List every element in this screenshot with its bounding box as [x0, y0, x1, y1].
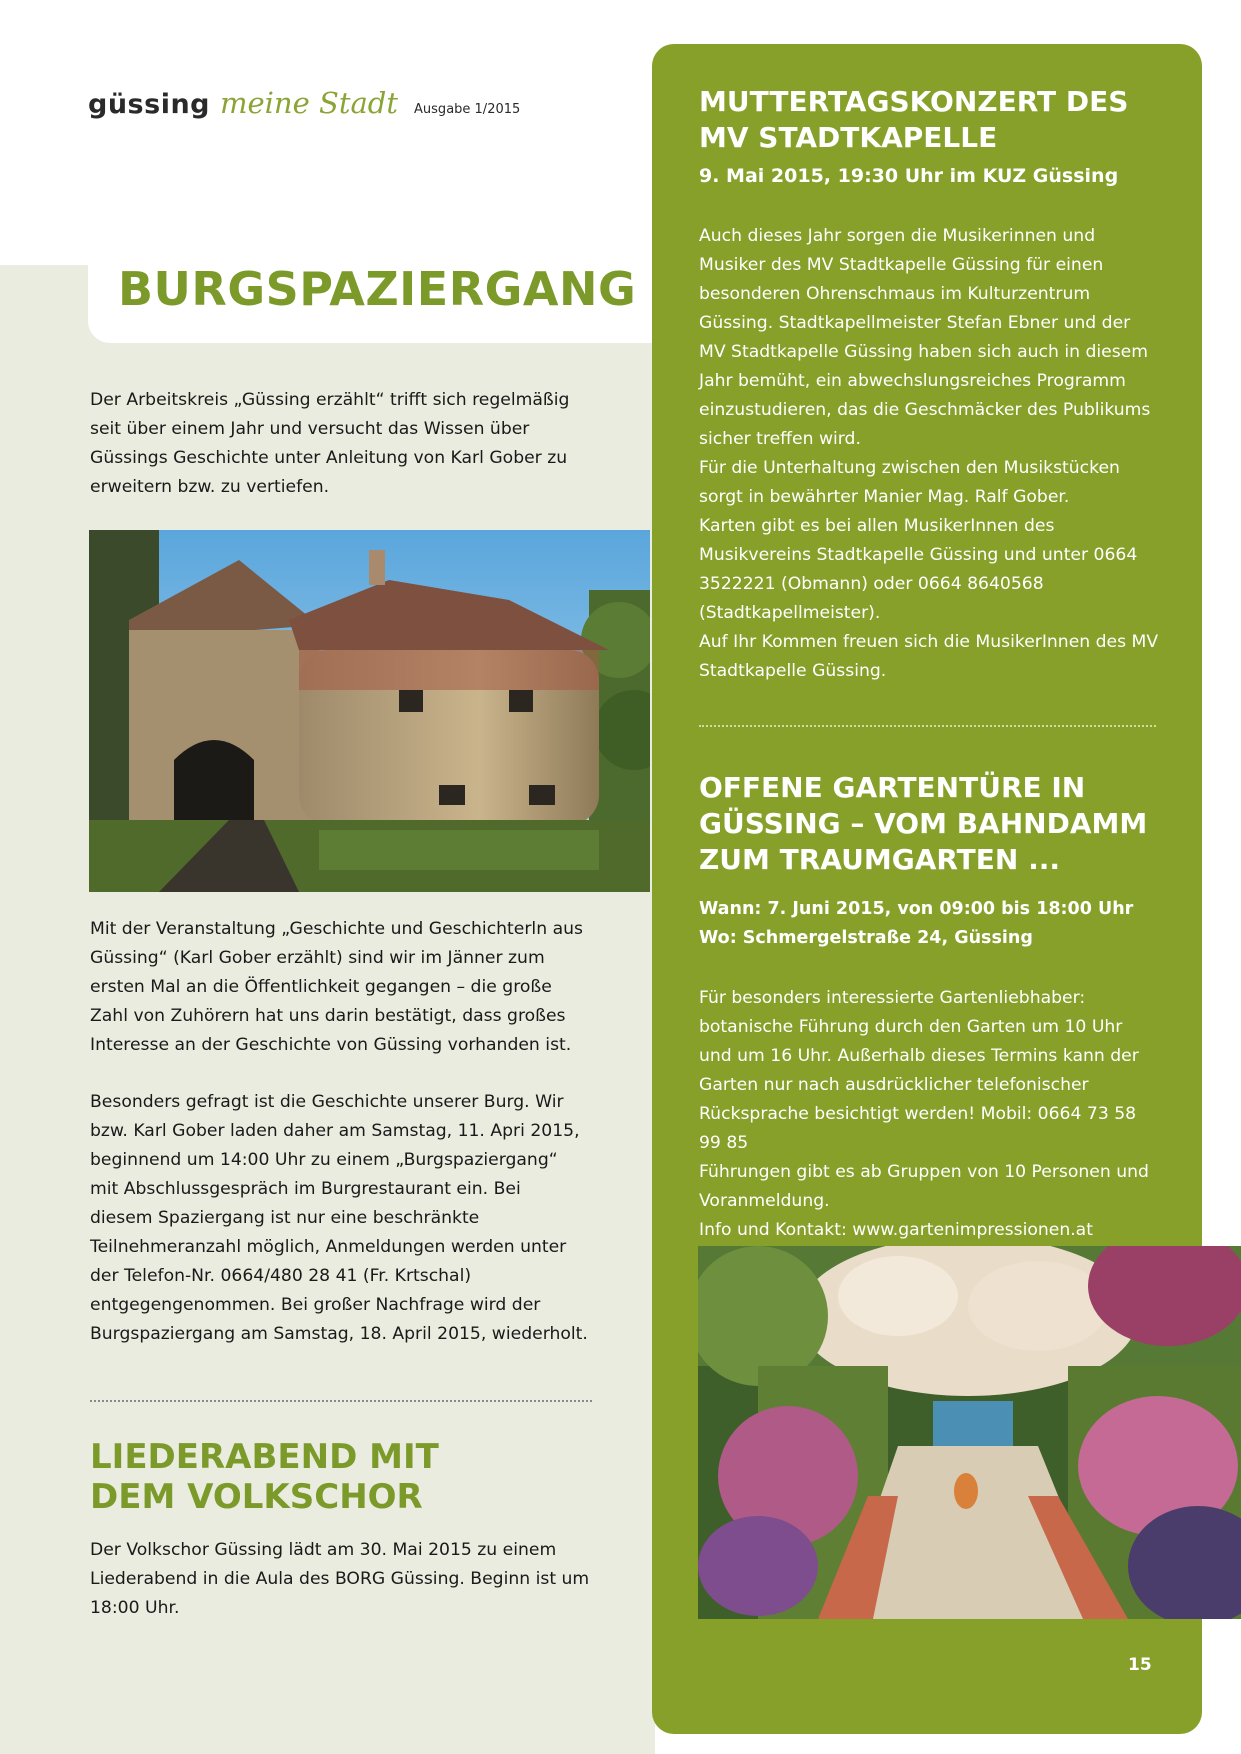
- muttertagskonzert-date: 9. Mai 2015, 19:30 Uhr im KUZ Güssing: [699, 165, 1119, 187]
- gartentuere-title-line2: GÜSSING – VOM BAHNDAMM: [699, 807, 1148, 840]
- gartentuere-title-line1: OFFENE GARTENTÜRE IN: [699, 771, 1086, 804]
- liederabend-title-line1: LIEDERABEND MIT: [90, 1437, 439, 1477]
- konzert-text-1: Auch dieses Jahr sorgen die Musikerinnen und Musiker des MV Stadtkapelle Güssing für einen besonderen Ohrenschmaus im Kulturzentrum Güssing. Stadtkapellmeister Stefan Ebner und der MV Stadtkapelle Güssing haben sich auch in diesem Jahr bemüht, ein abwechslungsreiches Programm einzustudieren, das die Geschmäcker des Publikums sicher treffen wird.: [699, 226, 1151, 449]
- gartentuere-title: [699, 770, 1169, 878]
- garten-text-3: Info und Kontakt: www.gartenimpressionen.at: [699, 1220, 1093, 1240]
- liederabend-text: Der Volkschor Güssing lädt am 30. Mai 2015 zu einem Liederabend in die Aula des BORG Güssing. Beginn ist um 18:00 Uhr.: [90, 1540, 590, 1618]
- burgspaziergang-title: BURGSPAZIERGANG: [118, 262, 637, 316]
- gartentuere-details: [699, 895, 1169, 953]
- muttertagskonzert-title-line2: MV STADTKAPELLE: [699, 121, 998, 154]
- right-divider: [699, 725, 1156, 727]
- gartentuere-body: [699, 984, 1159, 1245]
- castle-photo: [89, 530, 650, 892]
- konzert-text-4: Auf Ihr Kommen freuen sich die MusikerInnen des MV Stadtkapelle Güssing.: [699, 632, 1159, 681]
- muttertagskonzert-title-line1: MUTTERTAGSKONZERT DES: [699, 85, 1129, 118]
- gartentuere-title-line3: ZUM TRAUMGARTEN ...: [699, 843, 1060, 876]
- konzert-text-2: Für die Unterhaltung zwischen den Musikstücken sorgt in bewährter Manier Mag. Ralf Gober.: [699, 458, 1120, 507]
- garten-where: Wo: Schmergelstraße 24, Güssing: [699, 928, 1033, 948]
- garten-text-2: Führungen gibt es ab Gruppen von 10 Personen und Voranmeldung.: [699, 1162, 1149, 1211]
- burg-paragraph-2: Mit der Veranstaltung „Geschichte und Geschichterln aus Güssing“ (Karl Gober erzählt) sind wir im Jänner zum ersten Mal an die Öffentlichkeit gegangen – die große Zahl von Zuhörern hat uns darin bestätigt, dass großes Interesse an der Geschichte von Güssing vorhanden ist.: [90, 919, 583, 1055]
- page-number: 15: [1128, 1655, 1152, 1675]
- issue-label: Ausgabe 1/2015: [414, 102, 521, 117]
- garden-photo: [698, 1246, 1241, 1619]
- burg-paragraph-3: Besonders gefragt ist die Geschichte unserer Burg. Wir bzw. Karl Gober laden daher am Samstag, 11. Apri 2015, beginnend um 14:00 Uhr zu einem „Burgspaziergang“ mit Abschlussgespräch im Burgrestaurant ein. Bei diesem Spaziergang ist nur eine beschränkte Teilnehmeranzahl möglich, Anmeldungen werden unter der Telefon-Nr. 0664/480 28 41 (Fr. Krtschal) entgegengenommen. Bei großer Nachfrage wird der Burgspaziergang am Samstag, 18. April 2015, wiederholt.: [90, 1092, 588, 1344]
- garten-when: Wann: 7. Juni 2015, von 09:00 bis 18:00 Uhr: [699, 899, 1134, 919]
- muttertagskonzert-body: [699, 222, 1159, 686]
- masthead: [88, 86, 520, 126]
- muttertagskonzert-title: [699, 84, 1169, 156]
- logo-meine-stadt: meine Stadt: [220, 86, 399, 120]
- liederabend-title-line2: DEM VOLKSCHOR: [90, 1477, 423, 1517]
- garten-text-1: Für besonders interessierte Gartenliebhaber: botanische Führung durch den Garten um 10 Uhr und um 16 Uhr. Außerhalb dieses Termins kann der Garten nur nach ausdrücklicher telefonischer Rücksprache besichtigt werden! Mobil: 0664 73 58 99 85: [699, 988, 1139, 1153]
- logo-guessing: güssing: [88, 89, 210, 120]
- liederabend-title: [90, 1437, 610, 1517]
- burg-intro-text: Der Arbeitskreis „Güssing erzählt“ trifft sich regelmäßig seit über einem Jahr und versucht das Wissen über Güssings Geschichte unter Anleitung von Karl Gober zu erweitern bzw. zu vertiefen.: [90, 390, 570, 497]
- konzert-text-3: Karten gibt es bei allen MusikerInnen des Musikvereins Stadtkapelle Güssing und unter 0664 3522221 (Obmann) oder 0664 8640568 (Stadtkapellmeister).: [699, 516, 1138, 623]
- left-divider: [90, 1400, 592, 1402]
